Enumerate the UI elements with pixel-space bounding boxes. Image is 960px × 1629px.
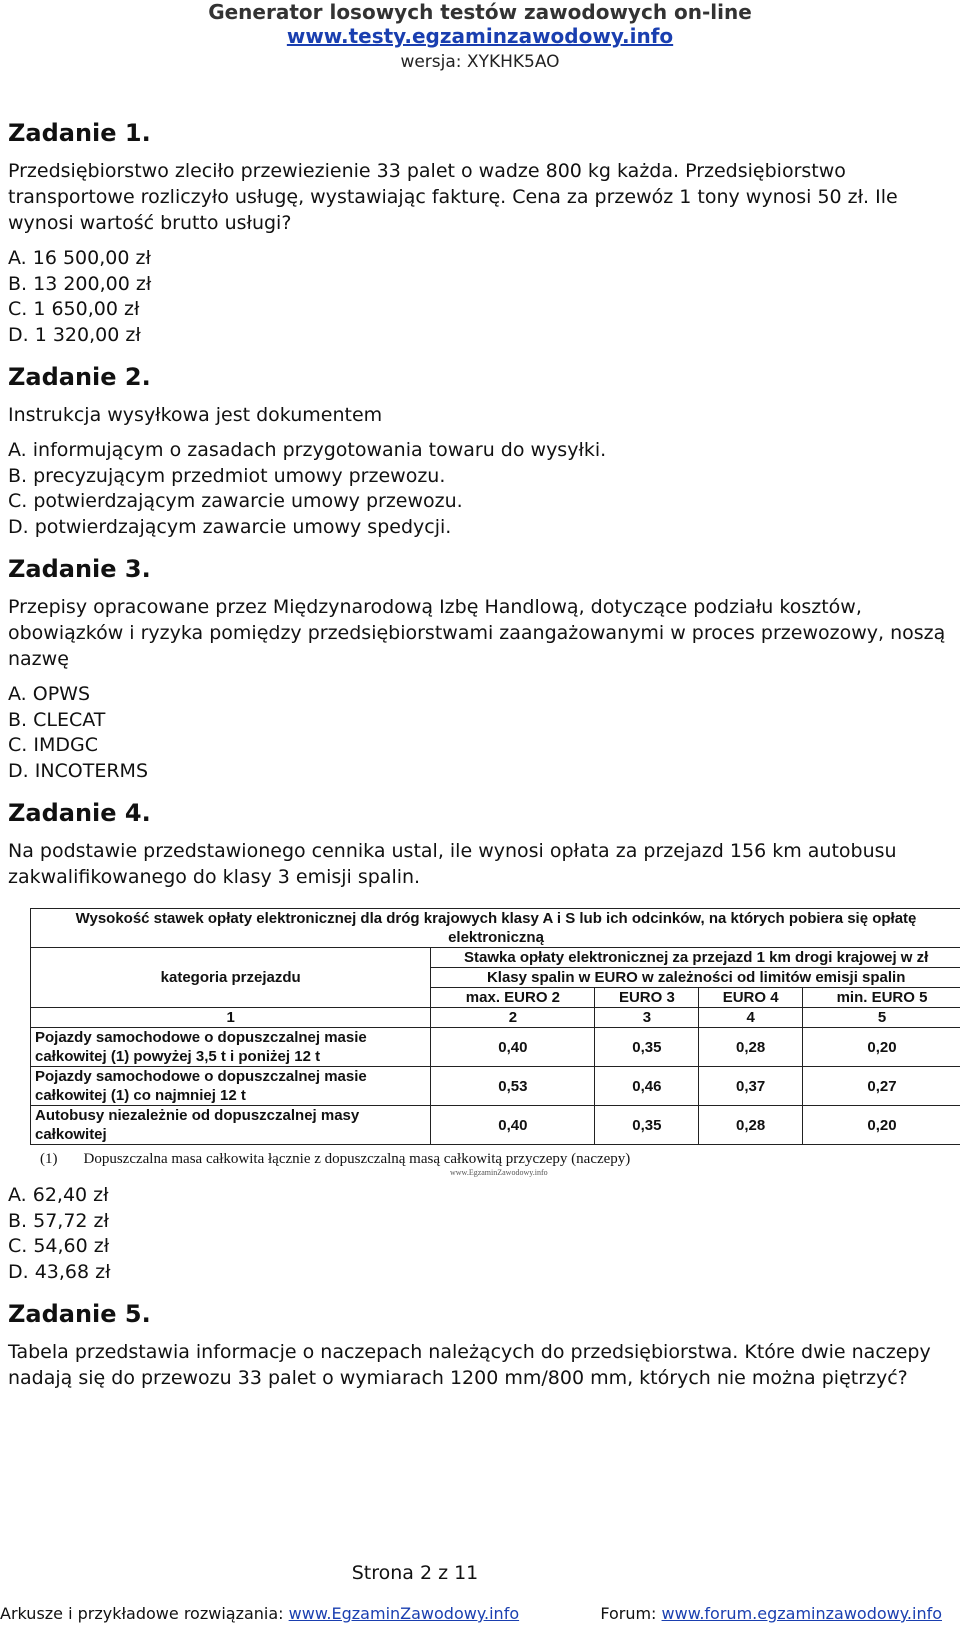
answer-option[interactable]: D. INCOTERMS bbox=[8, 759, 149, 782]
watermark: www.EgzaminZawodowy.info bbox=[450, 1168, 548, 1177]
forum-link[interactable]: www.forum.egzaminzawodowy.info bbox=[661, 1604, 942, 1623]
rate-value: 0,35 bbox=[595, 1106, 699, 1145]
answer-option[interactable]: A. 62,40 zł bbox=[8, 1184, 109, 1206]
task-4 bbox=[8, 798, 958, 1285]
footer-right-label: Forum: bbox=[600, 1604, 657, 1623]
footer-right bbox=[600, 1604, 942, 1623]
table-row bbox=[31, 1067, 960, 1106]
footnote-text: Dopuszczalna masa całkowita łącznie z dopuszczalną masą całkowitą przyczepy (naczepy) bbox=[83, 1151, 631, 1167]
footer-left-label: Arkusze i przykładowe rozwiązania: bbox=[0, 1604, 284, 1623]
footnote-mark: (1) bbox=[40, 1151, 58, 1167]
answer-option[interactable]: A. 16 500,00 zł bbox=[8, 247, 151, 269]
test-content bbox=[8, 118, 958, 1405]
answer-option[interactable]: D. 43,68 zł bbox=[8, 1260, 111, 1283]
rate-value: 0,40 bbox=[431, 1106, 595, 1145]
task-title: Zadanie 2. bbox=[8, 363, 151, 391]
task-question: Tabela przedstawia informacje o naczepach należących do przedsiębiorstwa. Które dwie naczepy nadają się do przewozu 33 palet o wymiarach 1200 mm/800 mm, których nie można piętrzyć? bbox=[8, 1341, 931, 1389]
price-list-figure bbox=[30, 908, 960, 1177]
table-row bbox=[31, 1106, 960, 1145]
class-label: EURO 4 bbox=[699, 988, 803, 1008]
table-caption: Wysokość stawek opłaty elektronicznej dla dróg krajowych klasy A i S lub ich odcinków, na których pobiera się opłatę elektroniczną bbox=[31, 909, 960, 948]
class-label: EURO 3 bbox=[595, 988, 699, 1008]
answer-option[interactable]: C. 1 650,00 zł bbox=[8, 298, 140, 320]
site-title: Generator losowych testów zawodowych on-line bbox=[208, 0, 752, 24]
category-header: kategoria przejazdu bbox=[31, 948, 431, 1008]
row-label: Autobusy niezależnie od dopuszczalnej masy całkowitej bbox=[31, 1106, 431, 1145]
rate-header: Stawka opłaty elektronicznej za przejazd 1 km drogi krajowej w zł bbox=[431, 948, 960, 968]
answer-option[interactable]: A. informującym o zasadach przygotowania towaru do wysyłki. bbox=[8, 439, 607, 461]
task-question: Przepisy opracowane przez Międzynarodową Izbę Handlową, dotyczące podziału kosztów, obowiązków i ryzyka pomiędzy przedsiębiorstwami zaangażowanymi w proces przewozowy, noszą nazwę bbox=[8, 596, 946, 670]
version-label: wersja: XYKHK5AO bbox=[400, 52, 560, 72]
answer-option[interactable]: B. precyzującym przedmiot umowy przewozu. bbox=[8, 464, 446, 487]
task-question: Na podstawie przedstawionego cennika ustal, ile wynosi opłata za przejazd 156 km autobusu zakwalifikowanego do klasy 3 emisji spalin. bbox=[8, 840, 897, 888]
rate-value: 0,40 bbox=[431, 1028, 595, 1067]
class-label: min. EURO 5 bbox=[803, 988, 960, 1008]
rate-value: 0,53 bbox=[431, 1067, 595, 1106]
rate-value: 0,20 bbox=[803, 1106, 960, 1145]
class-label: max. EURO 2 bbox=[431, 988, 595, 1008]
task-title: Zadanie 3. bbox=[8, 555, 151, 583]
table-row bbox=[31, 1028, 960, 1067]
task-title: Zadanie 5. bbox=[8, 1300, 151, 1328]
task-2 bbox=[8, 362, 958, 540]
column-number: 2 bbox=[431, 1008, 595, 1028]
footer-left bbox=[0, 1604, 519, 1623]
rate-value: 0,35 bbox=[595, 1028, 699, 1067]
answer-option[interactable]: C. 54,60 zł bbox=[8, 1235, 110, 1257]
rate-value: 0,37 bbox=[699, 1067, 803, 1106]
answer-option[interactable]: B. 57,72 zł bbox=[8, 1209, 109, 1232]
row-label: Pojazdy samochodowe o dopuszczalnej masie całkowitej (1) co najmniej 12 t bbox=[31, 1067, 431, 1106]
answer-option[interactable]: C. potwierdzającym zawarcie umowy przewozu. bbox=[8, 490, 463, 512]
answer-option[interactable]: B. 13 200,00 zł bbox=[8, 272, 152, 295]
answer-list bbox=[8, 438, 958, 540]
column-number: 1 bbox=[31, 1008, 431, 1028]
answer-option[interactable]: A. OPWS bbox=[8, 683, 91, 705]
column-number: 3 bbox=[595, 1008, 699, 1028]
task-5 bbox=[8, 1299, 958, 1391]
page-number: Strona 2 z 11 bbox=[351, 1562, 479, 1584]
site-url-link[interactable]: www.testy.egzaminzawodowy.info bbox=[286, 24, 674, 48]
rate-value: 0,46 bbox=[595, 1067, 699, 1106]
table-footnote bbox=[40, 1151, 960, 1168]
answer-option[interactable]: C. IMDGC bbox=[8, 734, 98, 756]
task-question: Instrukcja wysyłkowa jest dokumentem bbox=[8, 404, 383, 426]
answer-list bbox=[8, 682, 958, 784]
task-3 bbox=[8, 554, 958, 784]
row-label: Pojazdy samochodowe o dopuszczalnej masie całkowitej (1) powyżej 3,5 t i poniżej 12 t bbox=[31, 1028, 431, 1067]
rate-value: 0,20 bbox=[803, 1028, 960, 1067]
answer-option[interactable]: D. potwierdzającym zawarcie umowy spedycji. bbox=[8, 515, 452, 538]
rate-value: 0,27 bbox=[803, 1067, 960, 1106]
answer-option[interactable]: D. 1 320,00 zł bbox=[8, 323, 141, 346]
task-title: Zadanie 1. bbox=[8, 119, 151, 147]
rate-value: 0,28 bbox=[699, 1028, 803, 1067]
page-header bbox=[0, 0, 960, 74]
emission-classes-header: Klasy spalin w EURO w zależności od limitów emisji spalin bbox=[431, 968, 960, 988]
task-title: Zadanie 4. bbox=[8, 799, 151, 827]
price-table bbox=[30, 908, 960, 1145]
answer-option[interactable]: B. CLECAT bbox=[8, 708, 106, 731]
task-question: Przedsiębiorstwo zleciło przewiezienie 33 palet o wadze 800 kg każda. Przedsiębiorstwo transportowe rozliczyło usługę, wystawiając fakturę. Cena za przewóz 1 tony wynosi 50 zł. Ile wynosi wartość brutto usługi? bbox=[8, 160, 898, 234]
answer-list bbox=[8, 1183, 958, 1285]
rate-value: 0,28 bbox=[699, 1106, 803, 1145]
column-number: 5 bbox=[803, 1008, 960, 1028]
answer-list bbox=[8, 246, 958, 348]
column-number: 4 bbox=[699, 1008, 803, 1028]
task-1 bbox=[8, 118, 958, 348]
footer-left-link[interactable]: www.EgzaminZawodowy.info bbox=[288, 1604, 520, 1623]
